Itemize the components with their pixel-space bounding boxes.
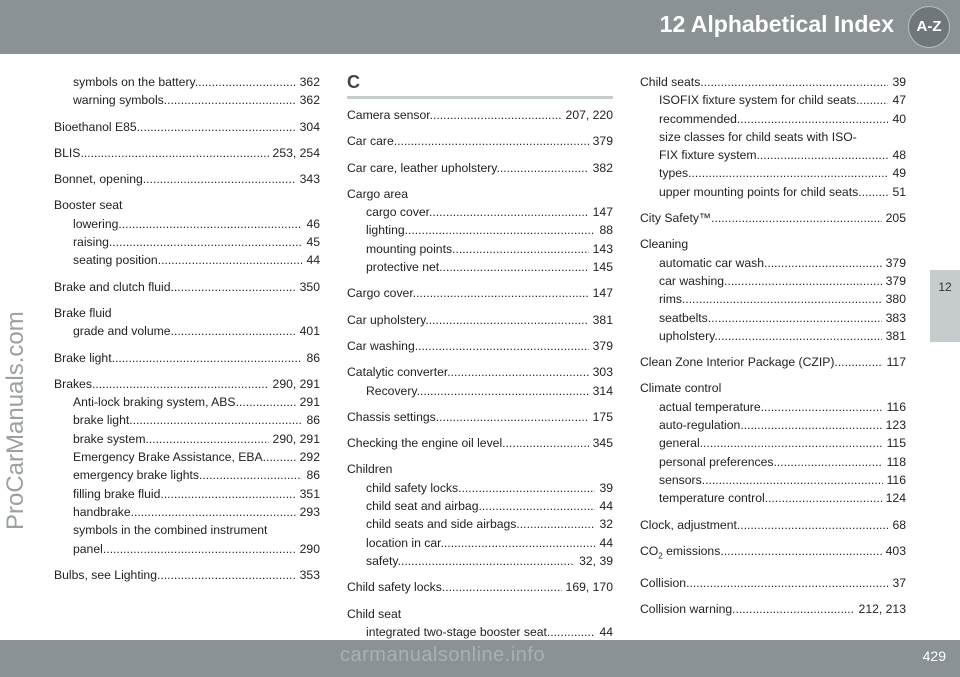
entry-label: location in car .....	[366, 534, 595, 552]
az-badge-label: A-Z	[916, 18, 942, 35]
entry-label: upper mounting points for child seats .....	[659, 183, 888, 201]
entry-pages[interactable]: 44	[599, 535, 613, 550]
entry-pages[interactable]: 292	[299, 450, 320, 465]
entry-label: Child safety locks .....	[347, 578, 562, 596]
co2-label: emissions	[662, 543, 721, 558]
entry-pages[interactable]: 379	[885, 273, 906, 288]
entry-label: Collision .....	[640, 574, 888, 592]
entry-label: Clock, adjustment .....	[640, 516, 888, 534]
entry-pages[interactable]: 207, 220	[565, 108, 613, 122]
entry-label: brake light .....	[73, 411, 302, 429]
index-entry	[54, 251, 320, 269]
entry-label: upholstery .....	[659, 327, 882, 345]
entry-pages[interactable]: 44	[599, 624, 613, 639]
index-heading: symbols in the combined instrument	[73, 523, 268, 538]
entry-pages[interactable]: 37	[892, 575, 906, 590]
index-heading: size classes for child seats with ISO-	[659, 129, 857, 144]
co2-subscript: 2	[658, 551, 663, 561]
entry-label: Car washing .....	[347, 337, 589, 355]
index-entry	[347, 240, 613, 258]
index-entry	[54, 466, 320, 484]
entry-label: seatbelts .....	[659, 309, 882, 327]
entry-pages[interactable]: 32, 39	[579, 553, 613, 568]
index-entry	[54, 375, 320, 393]
index-entry	[347, 203, 613, 221]
index-entry	[347, 434, 613, 452]
entry-pages[interactable]: 49	[892, 166, 906, 181]
entry-label: filling brake fluid .....	[73, 485, 296, 503]
index-entry	[640, 542, 906, 566]
entry-pages[interactable]: 350	[299, 279, 320, 294]
entry-pages[interactable]: 382	[592, 160, 613, 175]
entry-label: safety .....	[366, 552, 575, 570]
index-entry	[54, 430, 320, 448]
entry-pages[interactable]: 290, 291	[272, 431, 320, 446]
index-entry	[54, 322, 320, 340]
index-entry	[54, 485, 320, 503]
entry-label: child safety locks .....	[366, 479, 595, 497]
index-entry	[54, 540, 320, 558]
index-column-1	[54, 73, 320, 584]
entry-pages[interactable]: 403	[885, 543, 906, 558]
entry-label: Clean Zone Interior Package (CZIP) .....	[640, 353, 883, 371]
index-entry	[54, 411, 320, 429]
entry-label: Collision warning .....	[640, 600, 855, 618]
index-entry	[347, 497, 613, 515]
index-entry	[347, 552, 613, 570]
entry-pages[interactable]: 379	[592, 338, 613, 353]
entry-label: Bonnet, opening .....	[54, 170, 296, 188]
entry-pages[interactable]: 304	[299, 119, 320, 134]
index-entry	[640, 434, 906, 452]
entry-pages[interactable]: 212, 213	[858, 601, 906, 616]
section-letter: C	[347, 72, 360, 92]
entry-label: ISOFIX fixture system for child seats .....	[659, 91, 888, 109]
entry-label: FIX fixture system .....	[659, 146, 888, 164]
chapter-tab-label: 12	[938, 280, 952, 294]
index-entry	[54, 215, 320, 233]
entry-pages[interactable]: 169, 170	[565, 580, 613, 595]
entry-label: recommended .....	[659, 110, 888, 128]
index-entry	[640, 453, 906, 471]
entry-pages[interactable]: 44	[306, 253, 320, 268]
entry-label: Recovery .....	[366, 382, 589, 400]
side-watermark: ProCarManuals.com	[2, 311, 29, 530]
index-entry	[54, 91, 320, 109]
section-letter-heading	[347, 73, 613, 95]
entry-label: Child seats .....	[640, 73, 888, 91]
entry-pages[interactable]: 353	[299, 567, 320, 582]
index-entry	[640, 416, 906, 434]
section-divider	[347, 96, 613, 99]
entry-pages[interactable]: 86	[306, 468, 320, 483]
index-entry	[347, 284, 613, 302]
entry-label: types .....	[659, 164, 888, 182]
entry-label: grade and volume .....	[73, 322, 296, 340]
entry-pages[interactable]: 343	[299, 172, 320, 187]
entry-pages[interactable]: 68	[892, 517, 906, 532]
index-entry	[640, 327, 906, 345]
entry-pages[interactable]: 401	[299, 324, 320, 339]
entry-label: Car care, leather upholstery .....	[347, 159, 589, 177]
entry-pages[interactable]: 175	[592, 409, 613, 424]
entry-label	[640, 542, 882, 566]
index-heading: Climate control	[640, 381, 722, 396]
entry-label: car washing .....	[659, 272, 882, 290]
index-heading: Cargo area	[347, 186, 408, 201]
entry-label: Bioethanol E85 .....	[54, 118, 296, 136]
index-entry	[640, 91, 906, 109]
entry-pages[interactable]: 40	[892, 111, 906, 126]
entry-label: panel .....	[73, 540, 296, 558]
entry-pages[interactable]: 51	[892, 184, 906, 199]
entry-pages[interactable]: 88	[599, 223, 613, 238]
index-entry	[640, 164, 906, 182]
index-entry	[54, 73, 320, 91]
index-entry	[640, 272, 906, 290]
entry-label: BLIS .....	[54, 144, 269, 162]
page-number: 429	[922, 648, 946, 664]
entry-label: rims .....	[659, 290, 882, 308]
index-entry	[347, 221, 613, 239]
entry-label: general .....	[659, 434, 883, 452]
entry-label: Brake light .....	[54, 349, 302, 367]
entry-label: personal preferences .....	[659, 453, 883, 471]
entry-label: symbols on the battery .....	[73, 73, 296, 91]
index-entry	[640, 183, 906, 201]
chapter-tab[interactable]	[930, 270, 960, 342]
co2-prefix: CO	[640, 543, 659, 558]
entry-label: mounting points .....	[366, 240, 589, 258]
page-title: 12 Alphabetical Index	[659, 11, 894, 37]
index-entry	[640, 209, 906, 227]
entry-pages[interactable]: 345	[592, 436, 613, 451]
index-entry	[640, 516, 906, 534]
index-entry	[640, 398, 906, 416]
entry-pages[interactable]: 253, 254	[272, 145, 320, 160]
entry-pages[interactable]: 303	[592, 365, 613, 380]
entry-pages[interactable]: 116	[886, 472, 906, 487]
index-entry	[640, 110, 906, 128]
entry-label: protective net .....	[366, 258, 589, 276]
entry-pages[interactable]: 45	[306, 235, 320, 250]
entry-pages[interactable]: 290, 291	[272, 376, 320, 391]
index-heading: Cleaning	[640, 237, 689, 252]
index-heading: Brake fluid	[54, 305, 112, 320]
index-entry	[640, 73, 906, 91]
entry-label: City Safety™ .....	[640, 209, 882, 227]
entry-pages[interactable]: 47	[892, 93, 906, 108]
index-entry	[54, 118, 320, 136]
entry-label: Chassis settings .....	[347, 408, 589, 426]
footer-watermark: carmanualsonline.info	[340, 644, 546, 666]
index-entry	[640, 254, 906, 272]
entry-pages[interactable]: 86	[306, 413, 320, 428]
index-column-3	[640, 73, 906, 618]
entry-pages[interactable]: 379	[592, 134, 613, 149]
entry-label: actual temperature .....	[659, 398, 883, 416]
entry-pages[interactable]: 380	[885, 292, 906, 307]
entry-label: cargo cover .....	[366, 203, 589, 221]
index-entry	[54, 233, 320, 251]
entry-pages[interactable]: 117	[886, 355, 906, 370]
index-entry	[347, 159, 613, 177]
index-entry	[347, 363, 613, 381]
index-column-2	[347, 73, 613, 641]
index-entry	[640, 309, 906, 327]
entry-label: Brakes .....	[54, 375, 269, 393]
entry-label: Camera sensor .....	[347, 106, 562, 124]
entry-label: temperature control .....	[659, 489, 882, 507]
index-entry	[640, 353, 906, 371]
index-entry	[640, 146, 906, 164]
entry-pages[interactable]: 147	[592, 286, 613, 301]
index-entry	[347, 479, 613, 497]
entry-pages[interactable]: 39	[892, 75, 906, 89]
entry-label: Brake and clutch fluid .....	[54, 278, 296, 296]
entry-label: seating position .....	[73, 251, 302, 269]
entry-pages[interactable]: 362	[299, 93, 320, 108]
entry-label: Car upholstery .....	[347, 311, 589, 329]
index-heading: Children	[347, 462, 393, 477]
entry-label: handbrake .....	[73, 503, 296, 521]
index-entry	[640, 600, 906, 618]
entry-pages[interactable]: 118	[886, 454, 906, 469]
entry-pages[interactable]: 143	[592, 241, 613, 256]
index-entry	[54, 278, 320, 296]
entry-pages[interactable]: 290	[299, 541, 320, 556]
entry-label: lowering .....	[73, 215, 302, 233]
entry-label: raising .....	[73, 233, 302, 251]
index-entry	[54, 144, 320, 162]
index-entry	[347, 578, 613, 596]
index-entry	[347, 623, 613, 641]
index-entry	[347, 132, 613, 150]
index-entry	[347, 382, 613, 400]
entry-pages[interactable]: 147	[592, 205, 613, 220]
index-entry	[640, 471, 906, 489]
index-entry	[54, 566, 320, 584]
index-entry	[347, 534, 613, 552]
index-entry	[640, 574, 906, 592]
alphabetical-index-icon	[908, 6, 950, 48]
index-entry	[347, 258, 613, 276]
entry-label: Checking the engine oil level .....	[347, 434, 589, 452]
index-entry	[640, 290, 906, 308]
index-heading: Child seat	[347, 606, 402, 621]
entry-label: Bulbs, see Lighting .....	[54, 566, 296, 584]
entry-label: Car care .....	[347, 132, 589, 150]
entry-pages[interactable]: 381	[592, 312, 613, 327]
index-entry	[640, 489, 906, 507]
entry-label: lighting .....	[366, 221, 595, 239]
entry-label: Anti-lock braking system, ABS .....	[73, 393, 296, 411]
index-heading: Booster seat	[54, 198, 123, 213]
index-entry	[347, 408, 613, 426]
entry-pages[interactable]: 314	[592, 383, 613, 398]
entry-pages[interactable]: 362	[299, 75, 320, 89]
entry-label: warning symbols .....	[73, 91, 296, 109]
entry-label: sensors .....	[659, 471, 883, 489]
entry-label: child seat and airbag .....	[366, 497, 595, 515]
entry-pages[interactable]: 145	[592, 260, 613, 275]
entry-pages[interactable]: 48	[892, 148, 906, 163]
index-entry	[347, 515, 613, 533]
entry-pages[interactable]: 32	[599, 517, 613, 532]
entry-pages[interactable]: 383	[885, 310, 906, 325]
entry-pages[interactable]: 44	[599, 499, 613, 514]
entry-pages[interactable]: 123	[885, 418, 906, 433]
index-entry	[54, 349, 320, 367]
entry-label: child seats and side airbags .....	[366, 515, 595, 533]
entry-pages[interactable]: 124	[885, 491, 906, 506]
entry-pages[interactable]: 46	[306, 216, 320, 231]
entry-pages[interactable]: 39	[599, 480, 613, 495]
entry-pages[interactable]: 205	[885, 211, 906, 226]
entry-label: auto-regulation .....	[659, 416, 882, 434]
entry-pages[interactable]: 379	[885, 255, 906, 270]
index-entry	[54, 170, 320, 188]
entry-label: integrated two-stage booster seat .....	[366, 623, 595, 641]
entry-label: brake system .....	[73, 430, 269, 448]
entry-label: Cargo cover .....	[347, 284, 589, 302]
index-entry	[54, 503, 320, 521]
entry-label: Catalytic converter .....	[347, 363, 589, 381]
entry-pages[interactable]: 291	[299, 395, 320, 410]
entry-pages[interactable]: 116	[886, 399, 906, 414]
index-entry	[347, 337, 613, 355]
index-entry	[347, 106, 613, 124]
entry-label: emergency brake lights .....	[73, 466, 302, 484]
entry-pages[interactable]: 86	[306, 350, 320, 365]
entry-label: automatic car wash .....	[659, 254, 882, 272]
index-entry	[54, 393, 320, 411]
entry-pages[interactable]: 115	[886, 436, 906, 451]
entry-pages[interactable]: 293	[299, 504, 320, 519]
entry-pages[interactable]: 381	[885, 328, 906, 343]
entry-label: Emergency Brake Assistance, EBA .....	[73, 448, 296, 466]
entry-pages[interactable]: 351	[299, 486, 320, 501]
index-entry	[347, 311, 613, 329]
index-entry	[54, 448, 320, 466]
